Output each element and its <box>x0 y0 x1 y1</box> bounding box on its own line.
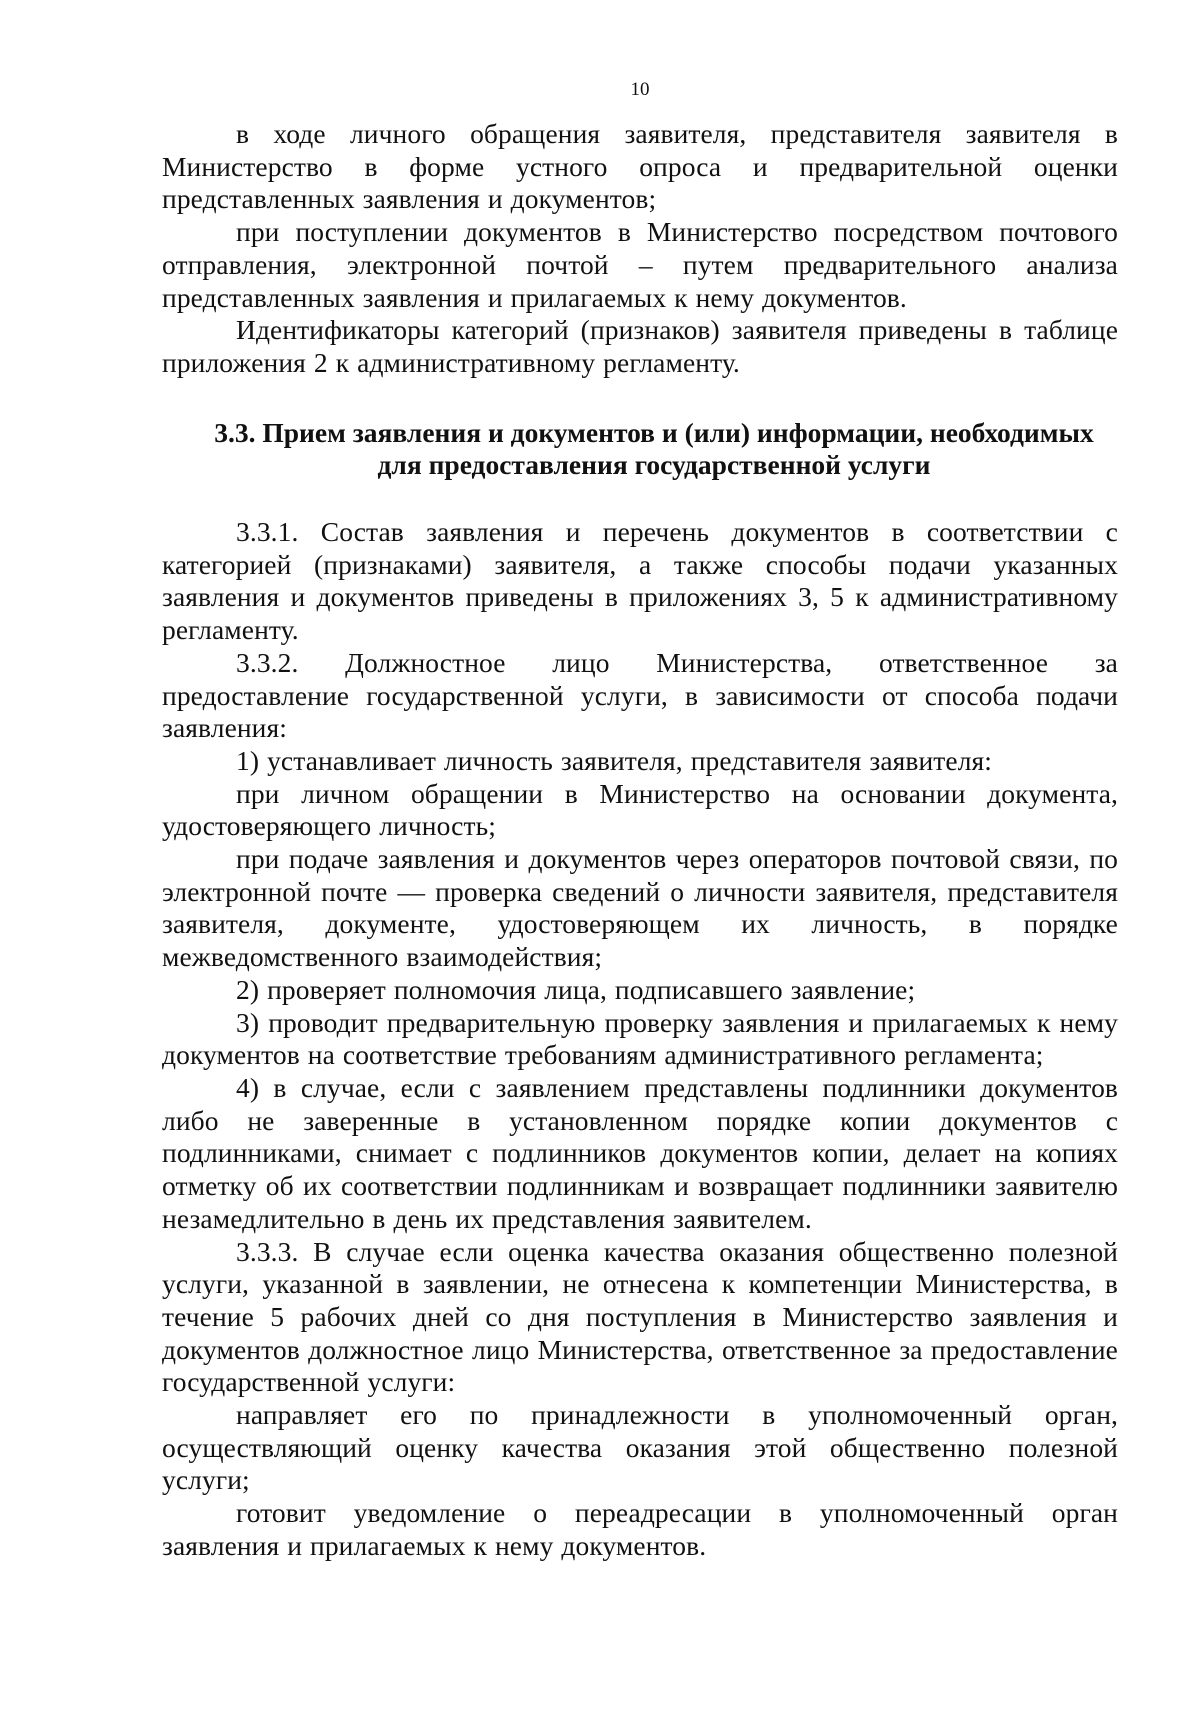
paragraph: 3.3.3. В случае если оценка качества оказания общественно полезной услуги, указанной в заявлении, не отнесена к компетенции Министерства, в течение 5 рабочих дней со дня поступления в Министерство заявления и документов должностное лицо Министерства, ответственное за предоставление государственной услуги: <box>162 1235 1118 1398</box>
paragraph: Идентификаторы категорий (признаков) заявителя приведены в таблице приложения 2 к административному регламенту. <box>162 314 1118 378</box>
paragraph: направляет его по принадлежности в уполномоченный орган, осуществляющий оценку качества оказания этой общественно полезной услуги; <box>162 1399 1118 1496</box>
section-heading <box>162 417 1118 482</box>
section-heading-line: 3.3. Прием заявления и документов и (или) информации, необходимых <box>214 416 1094 448</box>
paragraph: готовит уведомление о переадресации в уполномоченный орган заявления и прилагаемых к нему документов. <box>162 1497 1118 1561</box>
paragraph: 1) устанавливает личность заявителя, представителя заявителя: <box>236 744 993 776</box>
paragraph: 3.3.1. Состав заявления и перечень документов в соответствии с категорией (признаками) заявителя, а также способы подачи указанных заявления и документов приведены в приложениях 3, 5 к административному регламенту. <box>162 516 1118 646</box>
page-number: 10 <box>630 79 650 100</box>
paragraph: при личном обращении в Министерство на основании документа, удостоверяющего личность; <box>162 777 1118 842</box>
section-heading-line: для предоставления государственной услуги <box>377 449 931 481</box>
paragraph: в ходе личного обращения заявителя, представителя заявителя в Министерство в форме устного опроса и предварительной оценки представленных заявления и документов; <box>162 118 1118 215</box>
paragraph: 3) проводит предварительную проверку заявления и прилагаемых к нему документов на соответствие требованиям административного регламента; <box>162 1006 1118 1071</box>
document-body <box>162 118 1118 1563</box>
paragraph: 3.3.2. Должностное лицо Министерства, ответственное за предоставление государственной услуги, в зависимости от способа подачи заявления: <box>162 646 1118 744</box>
paragraph: 2) проверяет полномочия лица, подписавшего заявление; <box>236 973 916 1005</box>
paragraph: при подаче заявления и документов через операторов почтовой связи, по электронной почте — проверка сведений о личности заявителя, представителя заявителя, документе, удостоверяющем их личность, в порядке межведомственного взаимодействия; <box>162 843 1118 973</box>
paragraph: при поступлении документов в Министерство посредством почтового отправления, электронной почтой – путем предварительного анализа представленных заявления и прилагаемых к нему документов. <box>162 216 1118 313</box>
paragraph: 4) в случае, если с заявлением представлены подлинники документов либо не заверенные в установленном порядке копии документов с подлинниками, снимает с подлинников документов копии, делает на копиях отметку об их соответствии подлинникам и возвращает подлинники заявителю незамедлительно в день их представления заявителем. <box>162 1071 1118 1234</box>
